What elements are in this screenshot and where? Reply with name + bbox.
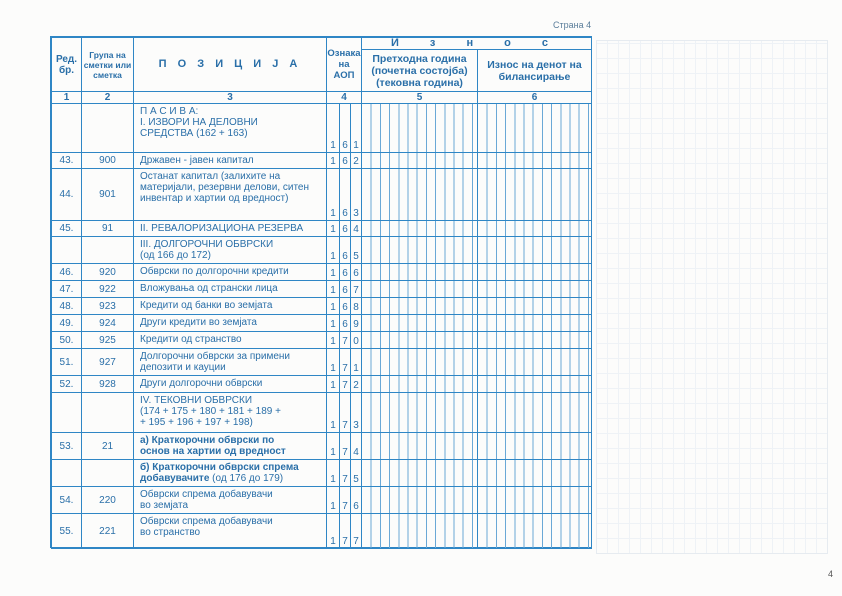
- account-code: 220: [82, 487, 134, 514]
- row-number: [52, 460, 82, 487]
- table-row: [52, 315, 592, 332]
- aop-digit: 7: [340, 487, 351, 514]
- position-label: Кредити од банки во земјата: [134, 298, 327, 315]
- header-row-number: Ред. бр.: [52, 38, 82, 92]
- row-number: [52, 237, 82, 264]
- aop-digit: 7: [340, 332, 351, 349]
- aop-digit: 6: [340, 315, 351, 332]
- row-number: 45.: [52, 221, 82, 237]
- row-number: [52, 393, 82, 433]
- row-number: 44.: [52, 169, 82, 221]
- balance-date-amount-cell[interactable]: [478, 104, 592, 153]
- table-row: [52, 433, 592, 460]
- aop-digit: 1: [327, 376, 340, 393]
- column-number: 6: [478, 92, 592, 104]
- account-code: [82, 237, 134, 264]
- account-code: 91: [82, 221, 134, 237]
- balance-date-amount-cell[interactable]: [478, 298, 592, 315]
- position-label: Обврски по долгорочни кредити: [134, 264, 327, 281]
- previous-year-amount-cell[interactable]: [362, 376, 478, 393]
- table-row: [52, 487, 592, 514]
- previous-year-amount-cell[interactable]: [362, 332, 478, 349]
- row-number: 55.: [52, 514, 82, 549]
- aop-digit: 1: [327, 281, 340, 298]
- aop-digit: 3: [351, 169, 362, 221]
- aop-digit: 6: [351, 487, 362, 514]
- aop-digit: 6: [340, 104, 351, 153]
- balance-date-amount-cell[interactable]: [478, 376, 592, 393]
- header-position: П О З И Ц И Ј А: [134, 38, 327, 92]
- aop-digit: 1: [327, 104, 340, 153]
- position-label: П А С И В А: I. ИЗВОРИ НА ДЕЛОВНИ СРЕДСТВА (162 + 163): [134, 104, 327, 153]
- balance-date-amount-cell[interactable]: [478, 393, 592, 433]
- aop-digit: 1: [327, 433, 340, 460]
- aop-digit: 6: [351, 264, 362, 281]
- previous-year-amount-cell[interactable]: [362, 264, 478, 281]
- position-label: II. РЕВАЛОРИЗАЦИОНА РЕЗЕРВА: [134, 221, 327, 237]
- account-code: 900: [82, 153, 134, 169]
- previous-year-amount-cell[interactable]: [362, 169, 478, 221]
- table-row: [52, 221, 592, 237]
- aop-digit: 1: [327, 153, 340, 169]
- previous-year-amount-cell[interactable]: [362, 281, 478, 298]
- row-number: 52.: [52, 376, 82, 393]
- aop-digit: 6: [340, 264, 351, 281]
- liabilities-table: [51, 37, 592, 549]
- aop-digit: 7: [340, 393, 351, 433]
- table-row: [52, 153, 592, 169]
- aop-digit: 5: [351, 237, 362, 264]
- balance-date-amount-cell[interactable]: [478, 237, 592, 264]
- previous-year-amount-cell[interactable]: [362, 514, 478, 549]
- table-row: [52, 332, 592, 349]
- balance-date-amount-cell[interactable]: [478, 153, 592, 169]
- account-code: 920: [82, 264, 134, 281]
- previous-year-amount-cell[interactable]: [362, 237, 478, 264]
- previous-year-amount-cell[interactable]: [362, 298, 478, 315]
- header-aop: Ознака на АОП: [327, 38, 362, 92]
- aop-digit: 8: [351, 298, 362, 315]
- account-code: 221: [82, 514, 134, 549]
- aop-digit: 7: [340, 376, 351, 393]
- account-code: [82, 104, 134, 153]
- column-number: 5: [362, 92, 478, 104]
- position-label: Останат капитал (залихите на материјали, резервни делови, ситен инвентар и хартии од вредност): [134, 169, 327, 221]
- position-label: Долгорочни обврски за примени депозити и кауции: [134, 349, 327, 376]
- header-account-group: Група на сметки или сметка: [82, 38, 134, 92]
- position-label: Вложувања од странски лица: [134, 281, 327, 298]
- row-number: 47.: [52, 281, 82, 298]
- balance-date-amount-cell[interactable]: [478, 514, 592, 549]
- header-amount: И з н о с: [362, 38, 592, 50]
- row-number: 54.: [52, 487, 82, 514]
- row-number: 43.: [52, 153, 82, 169]
- aop-digit: 6: [340, 221, 351, 237]
- aop-digit: 9: [351, 315, 362, 332]
- account-code: 923: [82, 298, 134, 315]
- aop-digit: 7: [340, 433, 351, 460]
- aop-digit: 0: [351, 332, 362, 349]
- account-code: 927: [82, 349, 134, 376]
- position-label: Државен - јавен капитал: [134, 153, 327, 169]
- position-label: а) Краткорочни обврски по основ на хартии од вредност: [134, 433, 327, 460]
- column-number: 1: [52, 92, 82, 104]
- previous-year-amount-cell[interactable]: [362, 433, 478, 460]
- aop-digit: 1: [327, 349, 340, 376]
- previous-year-amount-cell[interactable]: [362, 487, 478, 514]
- balance-date-amount-cell[interactable]: [478, 221, 592, 237]
- position-label: Други долгорочни обврски: [134, 376, 327, 393]
- account-code: 21: [82, 433, 134, 460]
- row-number: 53.: [52, 433, 82, 460]
- aop-digit: 1: [327, 332, 340, 349]
- aop-digit: 1: [327, 460, 340, 487]
- column-number: 2: [82, 92, 134, 104]
- aop-digit: 6: [340, 153, 351, 169]
- table-row: [52, 298, 592, 315]
- header-balance-date: Износ на денот на билансирање: [478, 50, 592, 92]
- account-code: 922: [82, 281, 134, 298]
- aop-digit: 7: [340, 349, 351, 376]
- previous-year-amount-cell[interactable]: [362, 349, 478, 376]
- aop-digit: 6: [340, 169, 351, 221]
- position-label-tail: (од 176 до 179): [209, 473, 284, 484]
- table-row: [52, 264, 592, 281]
- previous-year-amount-cell[interactable]: [362, 393, 478, 433]
- account-code: 928: [82, 376, 134, 393]
- table-row: [52, 514, 592, 549]
- balance-date-amount-cell[interactable]: [478, 264, 592, 281]
- account-code: [82, 460, 134, 487]
- aop-digit: 1: [327, 487, 340, 514]
- account-code: 924: [82, 315, 134, 332]
- aop-digit: 3: [351, 393, 362, 433]
- row-number: 51.: [52, 349, 82, 376]
- table-row: [52, 281, 592, 298]
- balance-date-amount-cell[interactable]: [478, 315, 592, 332]
- previous-year-amount-cell[interactable]: [362, 221, 478, 237]
- aop-digit: 7: [340, 514, 351, 549]
- column-number: 3: [134, 92, 327, 104]
- table-row: [52, 376, 592, 393]
- row-number: [52, 104, 82, 153]
- table-row: [52, 460, 592, 487]
- aop-digit: 1: [327, 298, 340, 315]
- position-label: Кредити од странство: [134, 332, 327, 349]
- aop-digit: 7: [340, 460, 351, 487]
- aop-digit: 1: [327, 221, 340, 237]
- position-label: Други кредити во земјата: [134, 315, 327, 332]
- bleed-through-grid: [596, 40, 828, 554]
- aop-digit: 1: [327, 514, 340, 549]
- aop-digit: 1: [327, 169, 340, 221]
- aop-digit: 7: [351, 281, 362, 298]
- position-label-bold: б) Краткорочни обврски спрема добавувачите: [140, 462, 299, 484]
- aop-digit: 1: [351, 104, 362, 153]
- balance-date-amount-cell[interactable]: [478, 349, 592, 376]
- page-label: Страна 4: [553, 20, 592, 30]
- aop-digit: 1: [327, 264, 340, 281]
- position-label: Обврски спрема добавувачи во странство: [134, 514, 327, 549]
- row-number: 50.: [52, 332, 82, 349]
- previous-year-amount-cell[interactable]: [362, 153, 478, 169]
- table-row: [52, 169, 592, 221]
- aop-digit: 1: [351, 349, 362, 376]
- table-row: [52, 237, 592, 264]
- position-label: IV. ТЕКОВНИ ОБВРСКИ (174 + 175 + 180 + 181 + 189 + + 195 + 196 + 197 + 198): [134, 393, 327, 433]
- balance-sheet-form: [50, 36, 592, 548]
- previous-year-amount-cell[interactable]: [362, 104, 478, 153]
- aop-digit: 2: [351, 376, 362, 393]
- aop-digit: 1: [327, 315, 340, 332]
- row-number: 48.: [52, 298, 82, 315]
- position-label: III. ДОЛГОРОЧНИ ОБВРСКИ (од 166 до 172): [134, 237, 327, 264]
- aop-digit: 6: [340, 237, 351, 264]
- aop-digit: 4: [351, 221, 362, 237]
- aop-digit: 6: [340, 298, 351, 315]
- column-number: 4: [327, 92, 362, 104]
- balance-date-amount-cell[interactable]: [478, 433, 592, 460]
- header-previous-year: Претходна година (почетна состојба) (тековна година): [362, 50, 478, 92]
- aop-digit: 7: [351, 514, 362, 549]
- table-row: [52, 104, 592, 153]
- row-number: 46.: [52, 264, 82, 281]
- previous-year-amount-cell[interactable]: [362, 315, 478, 332]
- account-code: [82, 393, 134, 433]
- balance-date-amount-cell[interactable]: [478, 281, 592, 298]
- position-label: [134, 460, 327, 487]
- aop-digit: 4: [351, 433, 362, 460]
- balance-date-amount-cell[interactable]: [478, 487, 592, 514]
- table-row: [52, 349, 592, 376]
- position-label: Обврски спрема добавувачи во земјата: [134, 487, 327, 514]
- aop-digit: 1: [327, 237, 340, 264]
- aop-digit: 1: [327, 393, 340, 433]
- row-number: 49.: [52, 315, 82, 332]
- account-code: 901: [82, 169, 134, 221]
- account-code: 925: [82, 332, 134, 349]
- aop-digit: 5: [351, 460, 362, 487]
- aop-digit: 6: [340, 281, 351, 298]
- previous-year-amount-cell[interactable]: [362, 460, 478, 487]
- balance-date-amount-cell[interactable]: [478, 460, 592, 487]
- corner-number: 4: [828, 569, 834, 579]
- aop-digit: 2: [351, 153, 362, 169]
- table-row: [52, 393, 592, 433]
- balance-date-amount-cell[interactable]: [478, 169, 592, 221]
- balance-date-amount-cell[interactable]: [478, 332, 592, 349]
